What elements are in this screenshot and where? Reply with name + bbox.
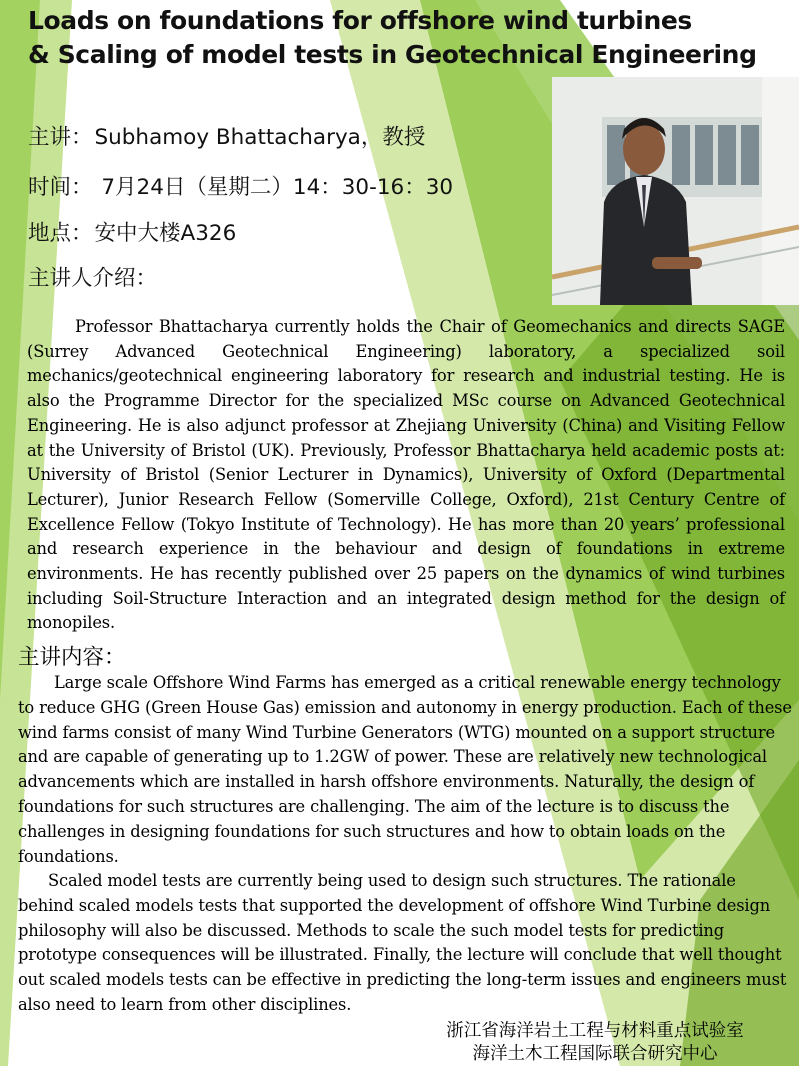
content-heading: 主讲内容： <box>18 645 126 670</box>
place-line <box>28 219 548 249</box>
time-label: 时间： <box>28 175 93 200</box>
place-value: 安中大楼A326 <box>94 221 237 246</box>
content-paragraph-1: Large scale Offshore Wind Farms has emerged as a critical renewable energy technology to reduce GHG (Green House Gas) emission and autonomy in energy production. Each of these wind farms consist of many Wind Turbine Generators (WTG) mounted on a support structure and are capable of generating up to 1.2GW of power. These are relatively new technological advancements which are installed in harsh offshore environments. Naturally, the design of foundations for such structures are challenging. The aim of the lecture is to discuss the challenges in designing foundations for such structures and how to obtain loads on the foundations. <box>18 673 792 866</box>
speaker-bio: Professor Bhattacharya currently holds the Chair of Geomechanics and directs SAGE (Surrey Advanced Geotechnical Engineering) laboratory, a specialized soil mechanics/geotechnical engineering laboratory for research and industrial testing. He is also the Programme Director for the specialized MSc course on Advanced Geotechnical Engineering. He is also adjunct professor at Zhejiang University (China) and Visiting Fellow at the University of Bristol (UK). Previously, Professor Bhattacharya held academic posts at: University of Bristol (Senior Lecturer in Dynamics), University of Oxford (Departmental Lecturer), Junior Research Fellow (Somerville College, Oxford), 21st Century Centre of Excellence Fellow (Tokyo Institute of Technology). He has more than 20 years’ professional and research experience in the behaviour and design of foundations in extreme environments. He has recently published over 25 papers on the dynamics of wind turbines including Soil-Structure Interaction and an integrated design method for the design of monopiles. <box>27 317 785 633</box>
footer-line-2: 海洋土木工程国际联合研究中心 <box>472 1044 718 1064</box>
time-value: 7月24日（星期二）14：30-16：30 <box>94 175 454 200</box>
speaker-label: 主讲： <box>28 125 93 150</box>
place-label: 地点： <box>28 221 93 246</box>
title-line-2: & Scaling of model tests in Geotechnical Engineering <box>28 40 757 69</box>
content-paragraph-2: Scaled model tests are currently being used to design such structures. The rationale behind scaled models tests that supported the development of offshore Wind Turbine design philosophy will also be discussed. Methods to scale the such model tests for predicting prototype consequences will be illustrated. Finally, the lecture will conclude that well thought out scaled models tests can be effective in predicting the long-term issues and engineers must also need to learn from other disciplines. <box>18 871 787 1014</box>
speaker-line <box>28 123 548 153</box>
speaker-value: Subhamoy Bhattacharya，教授 <box>94 125 426 150</box>
time-line <box>28 173 548 203</box>
footer-line-1: 浙江省海洋岩土工程与材料重点试验室 <box>446 1021 744 1041</box>
intro-heading: 主讲人介绍： <box>28 266 158 291</box>
poster-title <box>28 4 788 72</box>
title-line-1: Loads on foundations for offshore wind turbines <box>28 6 692 35</box>
speaker-photo <box>552 77 799 305</box>
